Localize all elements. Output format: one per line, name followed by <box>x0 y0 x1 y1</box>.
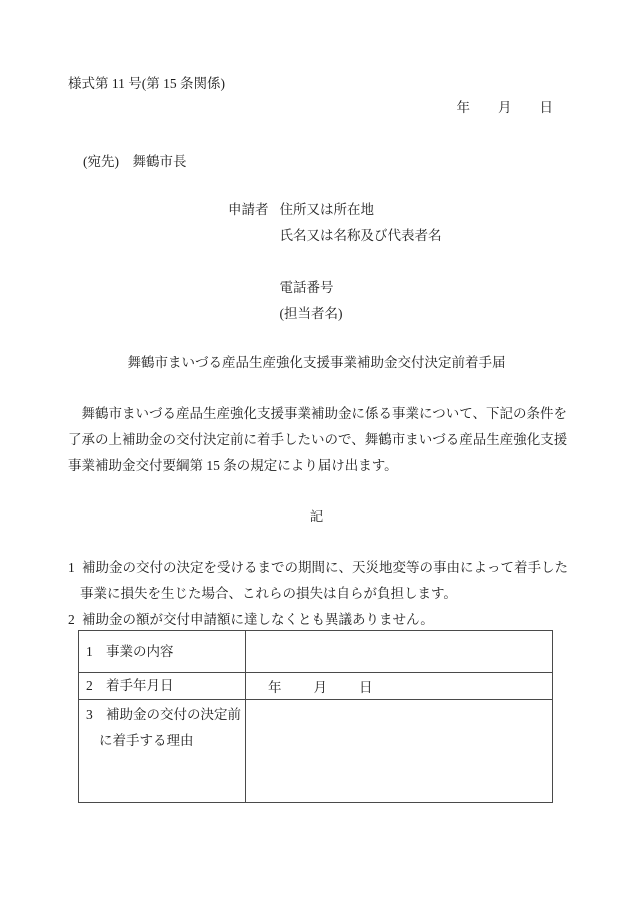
applicant-contact-person-label: (担当者名) <box>279 306 343 321</box>
table-label-cell <box>79 673 246 700</box>
table-row-start-date <box>79 673 553 700</box>
applicant-label: 申請者 <box>228 202 269 217</box>
applicant-name-label: 氏名又は名称及び代表者名 <box>279 228 442 243</box>
table-label-cell <box>79 631 246 673</box>
start-date-year-label: 年 <box>268 680 282 695</box>
table-row-number: 2 <box>86 678 93 693</box>
condition-text: 補助金の交付の決定を受けるまでの期間に、天災地変等の事由によって着手した <box>82 560 568 575</box>
body-paragraph-line: 舞鶴市まいづる産品生産強化支援事業補助金に係る事業について、下記の条件を <box>68 406 567 421</box>
table-row-number: 3 <box>86 707 93 722</box>
form-number: 様式第 11 号(第 15 条関係) <box>68 76 225 91</box>
table-row-reason <box>79 700 553 803</box>
table-label-cell <box>79 700 246 803</box>
applicant-block <box>228 197 442 327</box>
condition-number: 1 <box>68 560 75 575</box>
start-date-value-cell <box>246 673 553 700</box>
table-row-label-continued: に着手する理由 <box>99 733 194 748</box>
addressee-line: (宛先) 舞鶴市長 <box>83 154 187 169</box>
applicant-phone-label: 電話番号 <box>279 280 334 295</box>
business-content-value-cell <box>246 631 553 673</box>
document-title: 舞鶴市まいづる産品生産強化支援事業補助金交付決定前着手届 <box>127 355 506 370</box>
table-row-label: 事業の内容 <box>106 643 174 659</box>
start-date-day-label: 日 <box>359 680 373 695</box>
date-month-label: 月 <box>498 100 512 115</box>
date-day-label: 日 <box>539 100 553 115</box>
applicant-address-label: 住所又は所在地 <box>279 202 374 217</box>
details-table <box>78 630 553 803</box>
body-paragraph <box>68 401 578 479</box>
condition-number: 2 <box>68 612 75 627</box>
body-paragraph-line: 事業補助金交付要綱第 15 条の規定により届け出ます。 <box>68 458 398 473</box>
condition-text-continued: 事業に損失を生じた場合、これらの損失は自らが負担します。 <box>80 586 457 601</box>
body-paragraph-line: 了承の上補助金の交付決定前に着手したいので、舞鶴市まいづる産品生産強化支援 <box>68 432 568 447</box>
start-date-month-label: 月 <box>313 680 327 695</box>
reason-value-cell <box>246 700 553 803</box>
date-year-label: 年 <box>456 100 470 115</box>
condition-text: 補助金の額が交付申請額に達しなくとも異議ありません。 <box>82 612 434 627</box>
table-row-business-content <box>79 631 553 673</box>
applicant-fields <box>280 197 442 327</box>
table-row-label: 補助金の交付の決定前 <box>106 707 241 722</box>
start-date-fields <box>246 676 552 696</box>
table-row-label: 着手年月日 <box>106 678 174 693</box>
conditions-list <box>68 555 578 633</box>
condition-line <box>68 555 578 581</box>
table-row-number: 1 <box>86 643 93 659</box>
applicant-blank-line <box>280 249 442 275</box>
ki-heading: 記 <box>309 509 324 524</box>
condition-item-1 <box>68 555 578 607</box>
date-line <box>68 100 553 116</box>
